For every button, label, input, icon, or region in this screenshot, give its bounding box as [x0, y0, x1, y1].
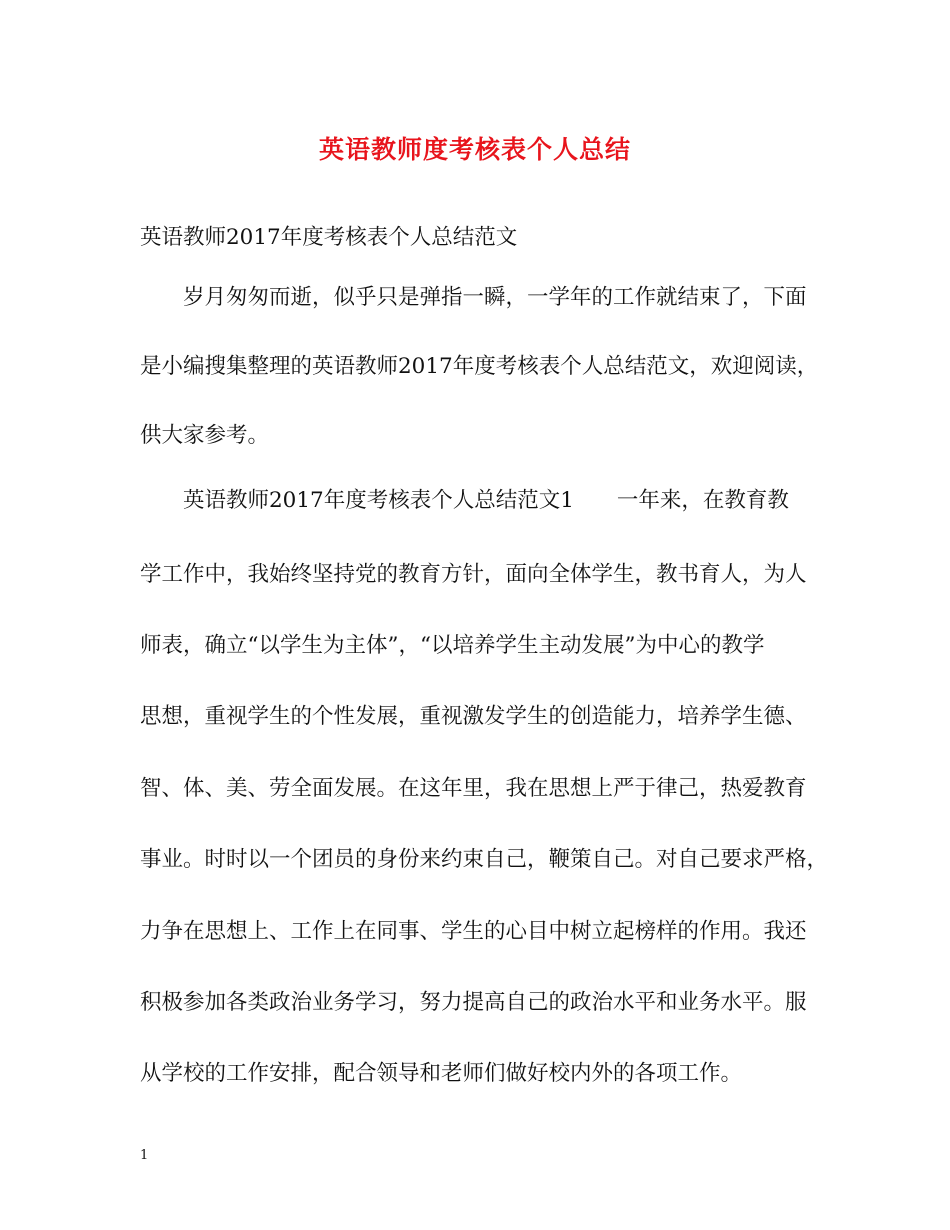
body-line: 思想，重视学生的个性发展，重视激发学生的创造能力，培养学生德、: [140, 704, 807, 729]
page-number: 1: [140, 1148, 149, 1163]
body-line: 事业。时时以一个团员的身份来约束自己，鞭策自己。对自己要求严格，: [140, 847, 829, 872]
body-line: 智、体、美、劳全面发展。在这年里，我在思想上严于律己，热爱教育: [140, 776, 807, 801]
document-title: 英语教师度考核表个人总结: [318, 135, 631, 164]
body-line: 从学校的工作安排，配合领导和老师们做好校内外的各项工作。: [140, 1061, 743, 1086]
body-line: 积极参加各类政治业务学习，努力提高自己的政治水平和业务水平。服: [140, 990, 807, 1015]
body-line: 英语教师2017年度考核表个人总结范文1 一年来，在教育教: [140, 488, 789, 513]
body-line: 供大家参考。: [140, 423, 270, 448]
body-line: 师表，确立“以学生为主体”，“以培养学生主动发展”为中心的教学: [140, 633, 765, 658]
body-line: 是小编搜集整理的英语教师2017年度考核表个人总结范文，欢迎阅读，: [140, 354, 819, 379]
subtitle-line: 英语教师2017年度考核表个人总结范文: [140, 225, 518, 250]
body-line: 岁月匆匆而逝，似乎只是弹指一瞬，一学年的工作就结束了，下面: [140, 285, 807, 310]
body-line: 学工作中，我始终坚持党的教育方针，面向全体学生，教书育人，为人: [140, 562, 807, 587]
body-line: 力争在思想上、工作上在同事、学生的心目中树立起榜样的作用。我还: [140, 919, 807, 944]
